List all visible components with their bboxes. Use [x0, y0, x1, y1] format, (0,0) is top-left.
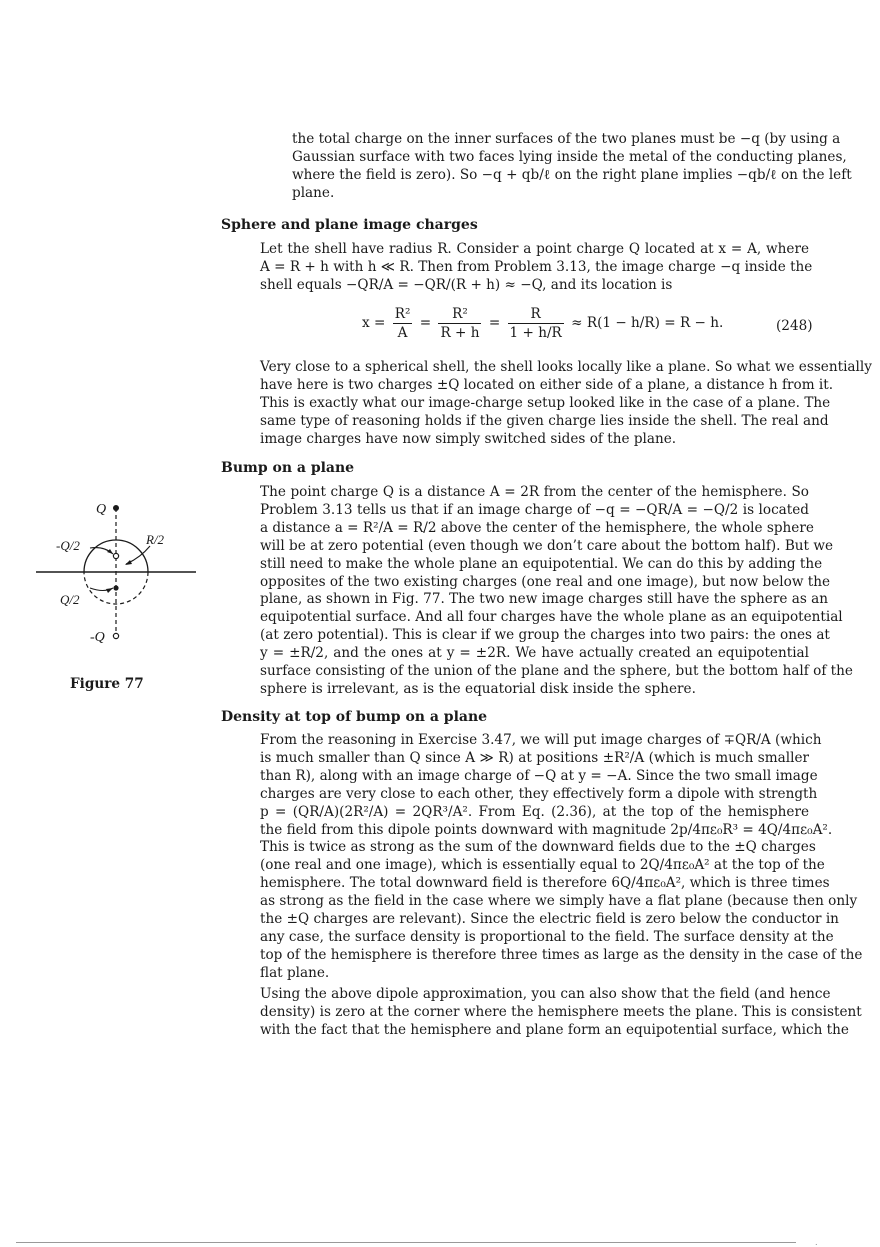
text-line: as strong as the field in the case where we simply have a flat plane (because then only — [260, 893, 858, 910]
text-line: A = R + h with h ≪ R. Then from Problem 3.13, the image charge −q inside the — [260, 258, 813, 275]
text-line: opposites of the two existing charges (one real and one image), but now below the — [260, 573, 831, 590]
text-line: equipotential surface. And all four charges have the whole plane as an equipotential — [260, 609, 843, 626]
text-line: (one real and one image), which is essentially equal to 2Q/4πε₀A² at the top of the — [260, 857, 825, 874]
label-Q: Q — [96, 502, 107, 517]
eq-den: A — [397, 325, 408, 341]
eq-num: R — [508, 305, 564, 324]
text-line: This is twice as strong as the sum of the downward fields due to the ±Q charges — [260, 839, 816, 856]
density-paragraph-2 — [260, 986, 862, 1040]
bump-paragraph — [260, 484, 853, 699]
eq-equals: = — [488, 315, 501, 331]
footer-rule — [16, 1242, 796, 1243]
arrowhead — [107, 549, 113, 554]
figure-caption: Figure 77 — [70, 676, 144, 692]
text-line: the field from this dipole points downward with magnitude 2p/4πε₀R³ = 4Q/4πε₀A². — [260, 821, 833, 838]
text-line: will be at zero potential (even though we don’t care about the bottom half). But we — [260, 537, 834, 554]
sphere-plane-paragraph-1 — [260, 241, 813, 295]
charge-neg-Q2 — [113, 553, 118, 558]
section-heading-density: Density at top of bump on a plane — [221, 709, 488, 725]
text-line: p = (QR/A)(2R²/A) = 2QR³/A². From Eq. (2.36), at the top of the hemisphere — [260, 803, 809, 820]
text-line: The point charge Q is a distance A = 2R from the center of the hemisphere. So — [260, 484, 809, 500]
intro-paragraph — [292, 131, 852, 203]
text-line: with the fact that the hemisphere and plane form an equipotential surface, which the — [260, 1021, 849, 1038]
eq-den: R + h — [440, 325, 480, 341]
text-line: sphere is irrelevant, as is the equatorial disk inside the sphere. — [260, 680, 696, 697]
label-R2: R/2 — [146, 532, 165, 547]
eq-num: R² — [394, 306, 411, 322]
text-line: than R), along with an image charge of −Q at y = −A. Since the two small image — [260, 767, 818, 784]
eq-equals: = — [419, 315, 432, 331]
text-line: is much smaller than Q since A ≫ R) at positions ±R²/A (which is much smaller — [260, 749, 809, 766]
text-line: flat plane. — [260, 964, 330, 981]
label-Q2: Q/2 — [60, 592, 80, 607]
text-line: same type of reasoning holds if the given charge lies inside the shell. The real and — [260, 412, 829, 429]
text-line: y = ±R/2, and the ones at y = ±2R. We have actually created an equipotential — [260, 645, 809, 662]
text-line: Very close to a spherical shell, the shell looks locally like a plane. So what we essentially — [260, 359, 872, 375]
text-line: a distance a = R²/A = R/2 above the center of the hemisphere, the whole sphere — [260, 519, 814, 536]
text-line: have here is two charges ±Q located on either side of a plane, a distance h from it. — [260, 376, 834, 393]
equation-248 — [362, 305, 723, 342]
intro-line: where the field is zero). So −q + qb/ℓ on the right plane implies −qb/ℓ on the left — [292, 166, 852, 183]
intro-line: the total charge on the inner surfaces of the two planes must be −q (by using a — [292, 131, 841, 147]
eq-fraction — [393, 305, 413, 342]
label-neg-Q2: -Q/2 — [56, 538, 80, 553]
text-line: Problem 3.13 tells us that if an image charge of −q = −QR/A = −Q/2 is located — [260, 501, 809, 518]
text-line: (at zero potential). This is clear if we group the charges into two pairs: the ones at — [260, 627, 830, 644]
eq-den: 1 + h/R — [509, 325, 562, 341]
text-line: any case, the surface density is proportional to the field. The surface density at the — [260, 928, 834, 945]
charge-neg-Q — [113, 633, 118, 638]
label-neg-Q: -Q — [90, 630, 105, 645]
arrowhead — [106, 588, 113, 593]
text-line: plane, as shown in Fig. 77. The two new image charges still have the sphere as an — [260, 591, 828, 608]
text-line: shell equals −QR/A = −QR/(R + h) ≈ −Q, and its location is — [260, 276, 673, 293]
density-paragraph-1 — [260, 732, 863, 983]
eq-fraction — [508, 305, 564, 342]
text-line: charges are very close to each other, they effectively form a dipole with strength — [260, 785, 818, 802]
section-heading-sphere-plane: Sphere and plane image charges — [221, 217, 478, 233]
text-line: density) is zero at the corner where the hemisphere meets the plane. This is consistent — [260, 1003, 862, 1020]
eq-fraction — [438, 305, 481, 342]
text-line: This is exactly what our image-charge setup looked like in the case of a plane. The — [260, 394, 831, 411]
text-line: still need to make the whole plane an equipotential. We can do this by adding the — [260, 555, 823, 572]
charge-Q2 — [113, 585, 118, 590]
intro-line: plane. — [292, 184, 335, 201]
eq-lhs: x = — [362, 315, 386, 331]
text-line: Let the shell have radius R. Consider a point charge Q located at x = A, where — [260, 241, 809, 257]
text-line: From the reasoning in Exercise 3.47, we will put image charges of ∓QR/A (which — [260, 732, 822, 748]
arrowhead — [125, 560, 132, 565]
section-heading-bump: Bump on a plane — [221, 460, 355, 476]
text-line: the ±Q charges are relevant). Since the electric field is zero below the conductor in — [260, 911, 839, 928]
text-line: surface consisting of the union of the plane and the sphere, but the bottom half of the — [260, 663, 853, 680]
eq-rhs: ≈ R(1 − h/R) = R − h. — [571, 315, 724, 331]
text-line: top of the hemisphere is therefore three times as large as the density in the case of the — [260, 946, 863, 963]
sphere-plane-paragraph-2 — [260, 359, 872, 449]
eq-num: R² — [438, 305, 481, 324]
text-line: hemisphere. The total downward field is therefore 6Q/4πε₀A², which is three times — [260, 875, 830, 892]
intro-line: Gaussian surface with two faces lying inside the metal of the conducting planes, — [292, 148, 847, 165]
equation-number: (248) — [776, 318, 813, 334]
figure-77-diagram — [34, 494, 200, 654]
text-line: Using the above dipole approximation, you can also show that the field (and hence — [260, 986, 831, 1002]
charge-Q — [113, 505, 119, 511]
footer-mark: . — [815, 1238, 818, 1247]
text-line: image charges have now simply switched sides of the plane. — [260, 430, 677, 447]
